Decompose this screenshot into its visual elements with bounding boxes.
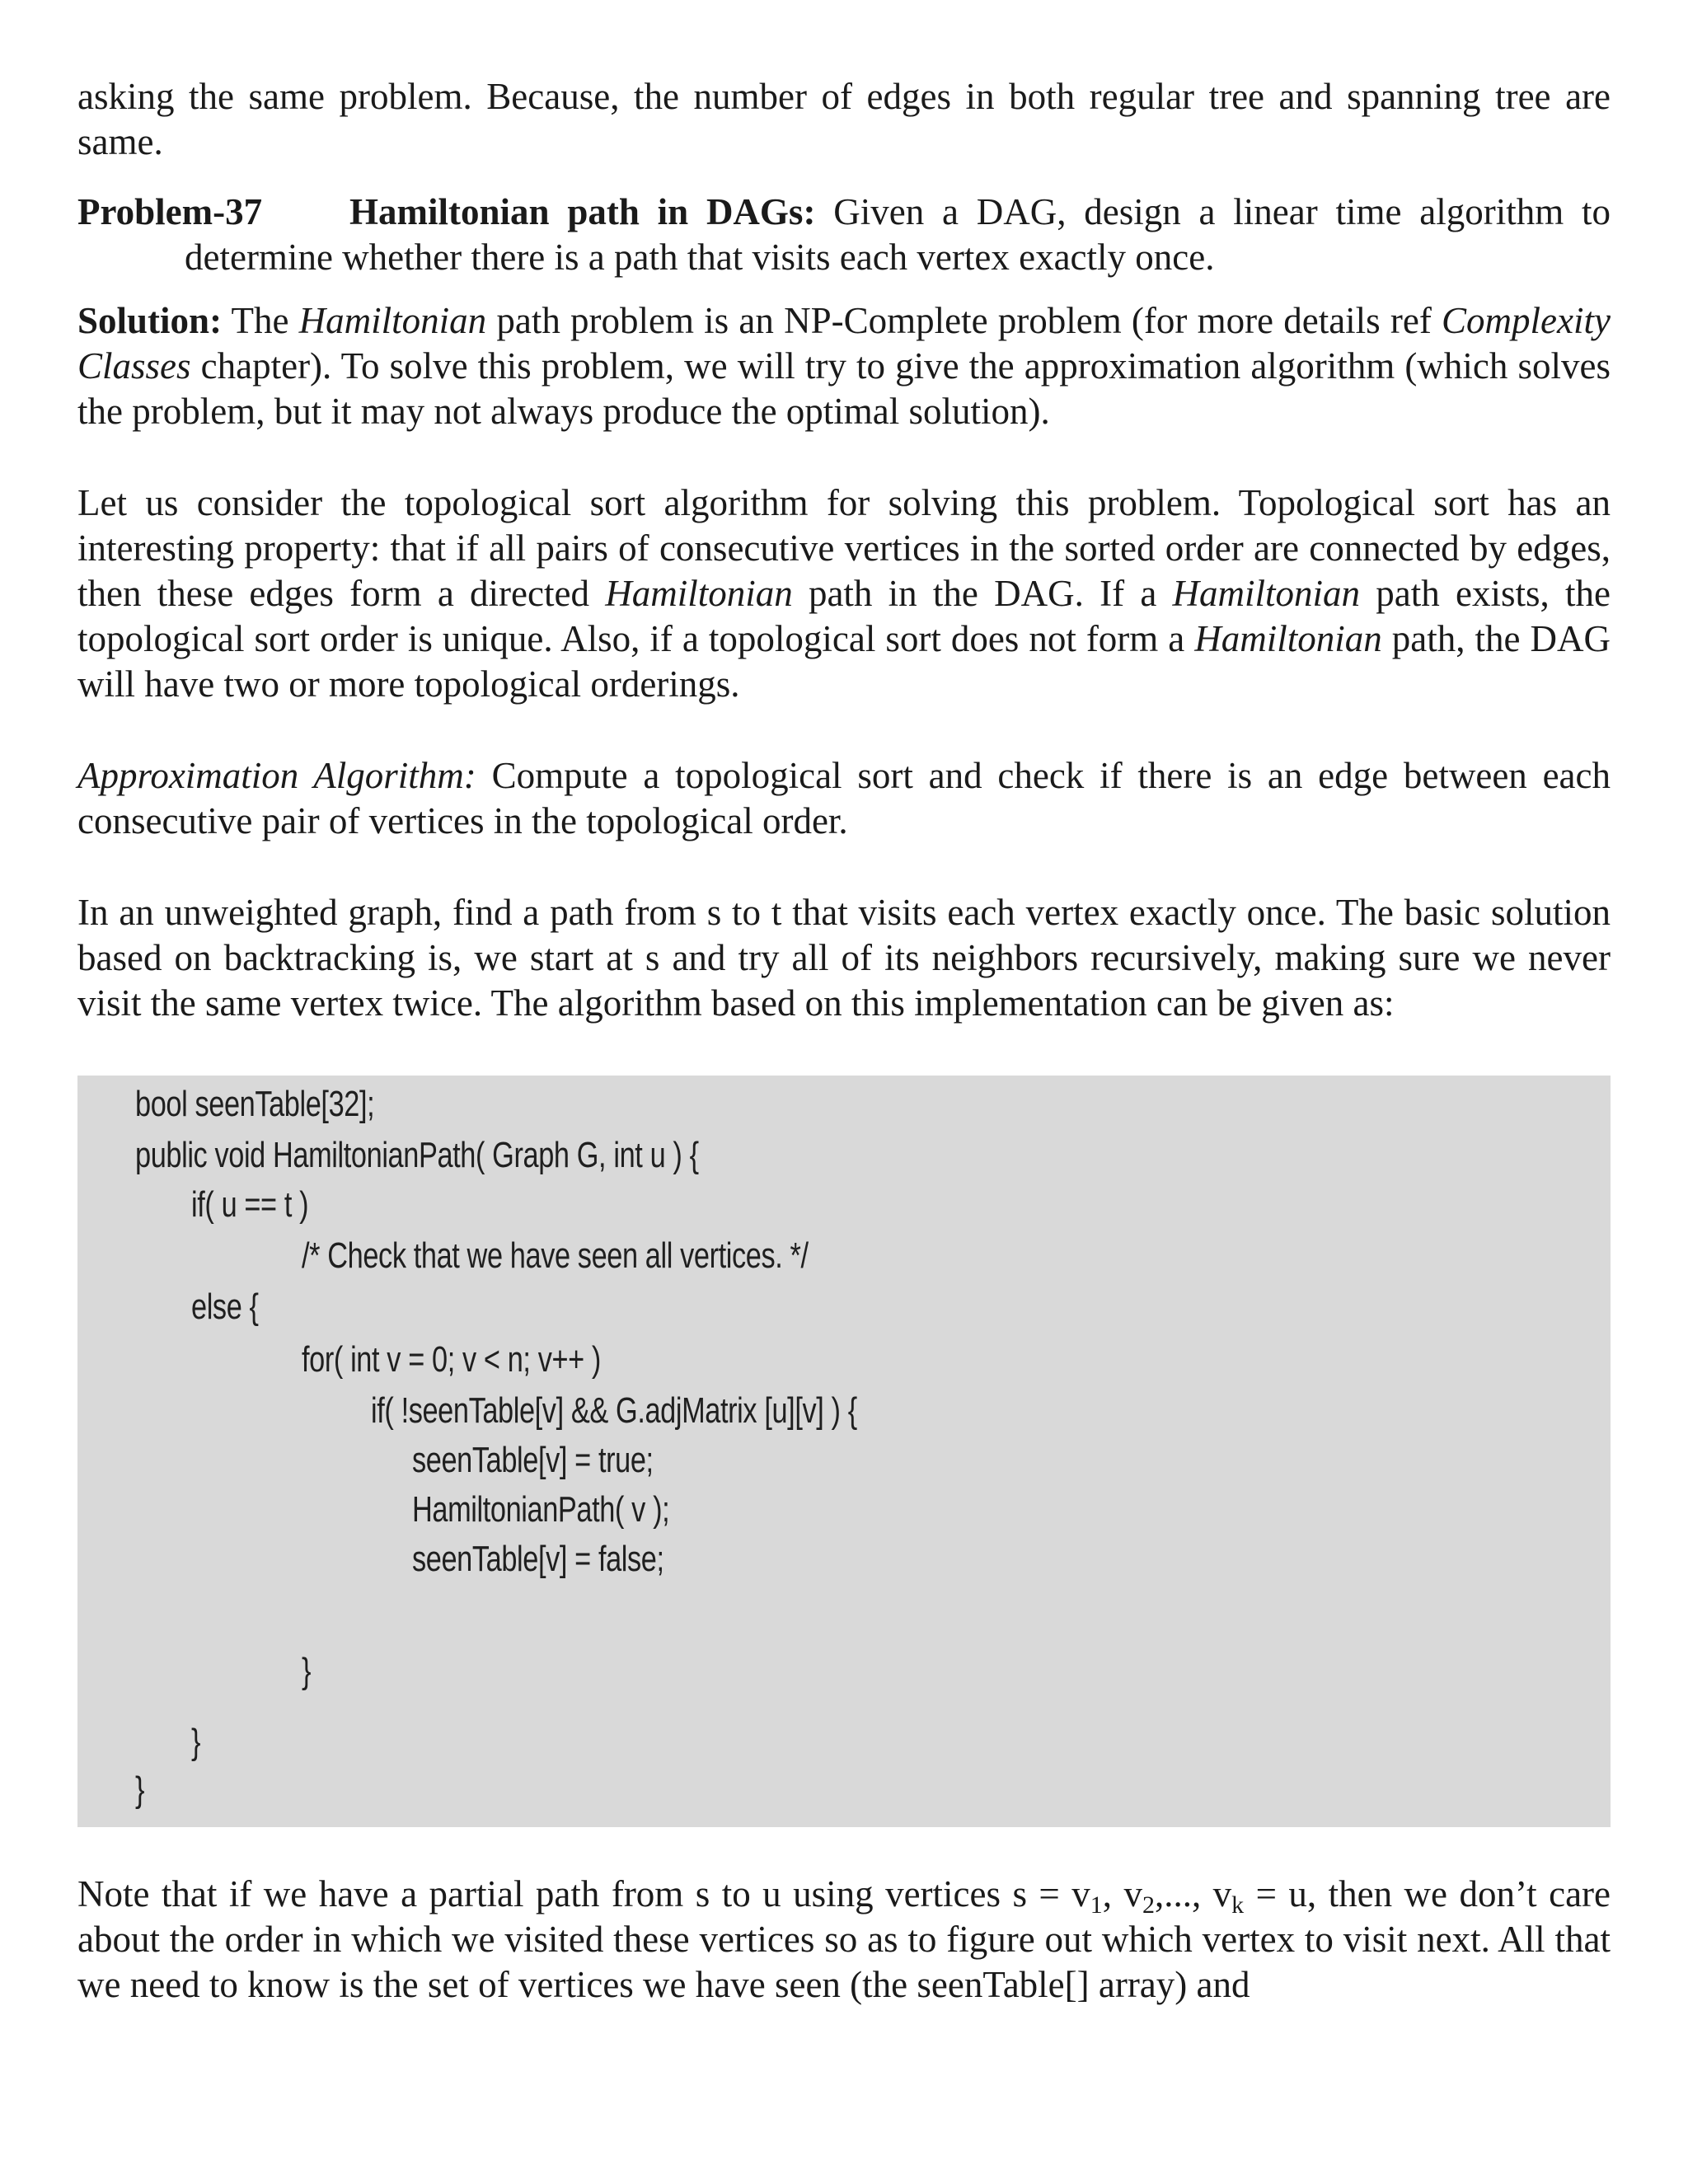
code-line-4: /* Check that we have seen all vertices. */: [302, 1235, 809, 1276]
solution-text-2: path problem is an NP-Complete problem (for more details ref: [486, 300, 1442, 341]
note-subscript-2: 2: [1142, 1891, 1155, 1919]
solution-italic-1: Hamiltonian: [298, 300, 487, 341]
code-line-6: for( int v = 0; v < n; v++ ): [302, 1339, 601, 1380]
code-line-8: seenTable[v] = true;: [412, 1440, 654, 1480]
note-text-1: Note that if we have a partial path from s to u using vertices s = v: [77, 1873, 1090, 1915]
solution-text-1: The: [222, 300, 299, 341]
note-paragraph: [77, 1872, 1611, 2008]
paragraph-intro: asking the same problem. Because, the number of edges in both regular tree and spanning tree are same.: [77, 76, 1611, 162]
code-line-12: }: [191, 1722, 201, 1762]
code-line-3: if( u == t ): [191, 1184, 309, 1225]
solution-text-3: chapter). To solve this problem, we will try to give the approximation algorithm (which solves the problem, but it may not always produce the optimal solution).: [77, 345, 1611, 432]
approx-text: Compute a topological sort and check if there is an edge between each consecutive pair of vertices in the topological order.: [77, 755, 1611, 841]
code-line-13: }: [135, 1769, 145, 1810]
topo-italic-3: Hamiltonian: [1194, 618, 1382, 659]
topo-text-2: path in the DAG. If a: [792, 573, 1173, 614]
note-text-4: = u, then we don’t care about the order in which we visited these vertices so as to figure out which vertex to visit next. All that we need to know is the set of vertices we have seen (the seenTable[] array) and: [77, 1873, 1611, 2005]
code-line-2: public void HamiltonianPath( Graph G, int u ) {: [135, 1135, 699, 1175]
solution-label: Solution:: [77, 300, 223, 341]
code-line-11: }: [302, 1651, 312, 1691]
topo-italic-2: Hamiltonian: [1172, 573, 1361, 614]
code-line-1: bool seenTable[32];: [135, 1084, 375, 1124]
problem-statement: [77, 190, 1611, 280]
problem-text: Given a DAG, design a linear time algorithm to determine whether there is a path that visits each vertex exactly once.: [185, 191, 1611, 278]
code-block: [77, 1076, 1611, 1827]
topological-paragraph: [77, 480, 1611, 707]
problem-title: Hamiltonian path in DAGs:: [349, 191, 816, 232]
unweighted-paragraph: In an unweighted graph, find a path from s to t that visits each vertex exactly once. The basic solution based on backtracking is, we start at s and try all of its neighbors recursively, making sure we never visit the same vertex twice. The algorithm based on this implementation can be given as:: [77, 892, 1611, 1024]
page-content: [77, 74, 1611, 2008]
topo-text-3: path exists, the topological sort order is unique. Also, if a topological sort does not form a: [77, 573, 1611, 659]
code-line-5: else {: [191, 1286, 259, 1327]
note-text-2: , v: [1102, 1873, 1142, 1915]
solution-paragraph: [77, 298, 1611, 434]
topo-text-4: path, the DAG will have two or more topological orderings.: [77, 618, 1611, 705]
topo-italic-1: Hamiltonian: [605, 573, 793, 614]
problem-number: Problem-37: [77, 191, 263, 232]
note-text-3: ,..., v: [1154, 1873, 1232, 1915]
solution-italic-2: Complexity Classes: [77, 300, 1611, 387]
code-line-9: HamiltonianPath( v );: [412, 1489, 670, 1530]
approximation-paragraph: [77, 753, 1611, 844]
note-subscript-k: k: [1231, 1891, 1245, 1919]
approx-label: Approximation Algorithm:: [77, 755, 476, 796]
topo-text-1: Let us consider the topological sort algorithm for solving this problem. Topological sort has an interesting property: that if all pairs of consecutive vertices in the sorted order are connected by edges, then these edges form a directed: [77, 482, 1611, 614]
code-line-7: if( !seenTable[v] && G.adjMatrix [u][v] ) {: [371, 1390, 857, 1431]
note-subscript-1: 1: [1090, 1891, 1103, 1919]
code-line-10: seenTable[v] = false;: [412, 1539, 664, 1579]
